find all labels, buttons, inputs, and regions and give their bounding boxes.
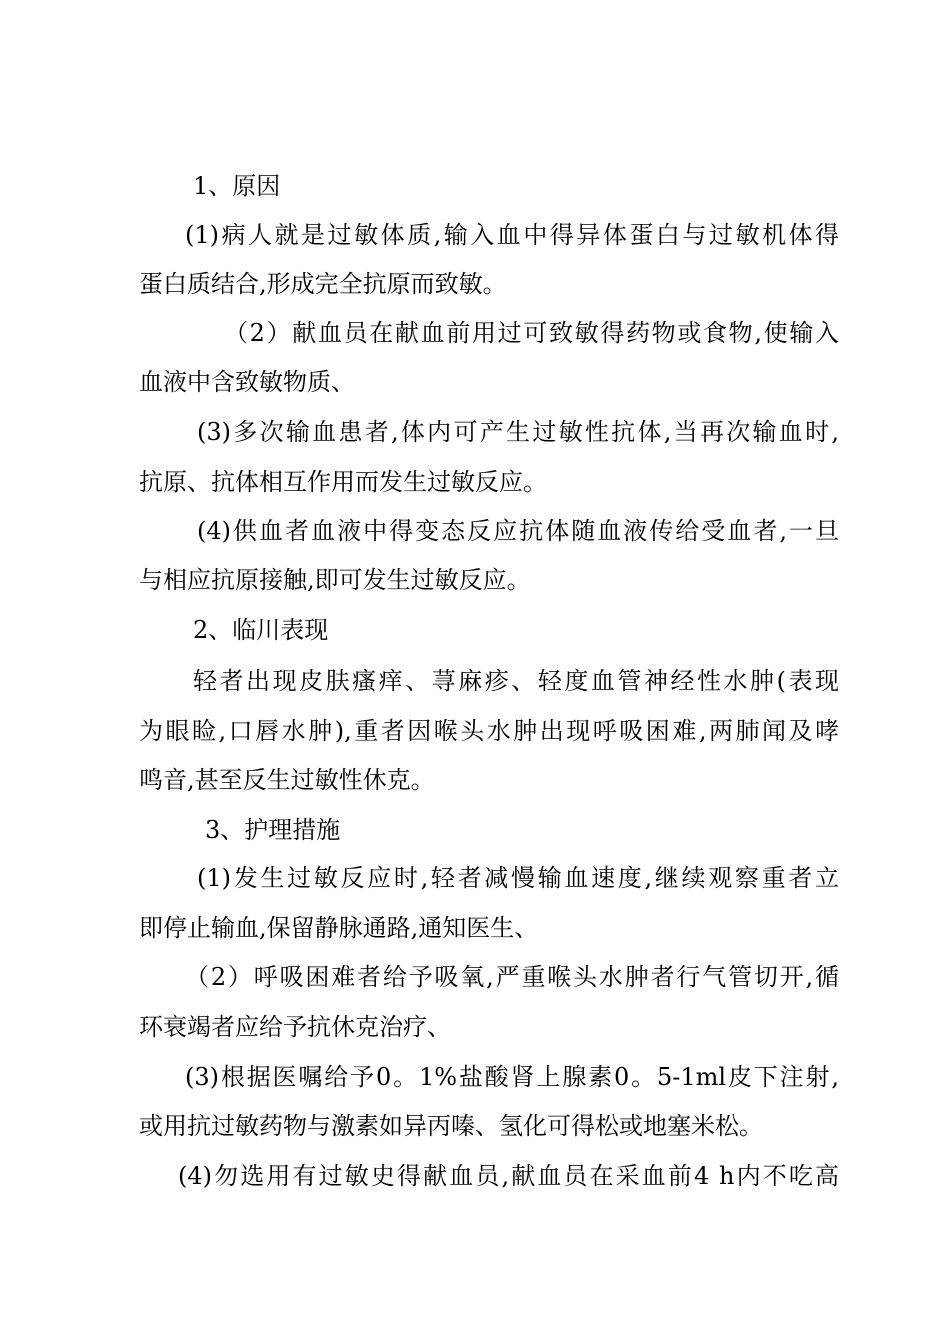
paragraph-line: (3)根据医嘱给予0。1%盐酸肾上腺素0。5-1ml皮下注射, — [185, 1063, 839, 1091]
paragraph-line: 轻者出现皮肤瘙痒、荨麻疹、轻度血管神经性水肿(表现 — [193, 667, 839, 695]
paragraph-line: 为眼睑,口唇水肿),重者因喉头水肿出现呼吸困难,两肺闻及哮 — [139, 717, 839, 745]
paragraph-line: 与相应抗原接触,即可发生过敏反应。 — [139, 566, 531, 594]
section-heading-nursing: 3、护理措施 — [205, 816, 341, 844]
paragraph-line: (1)病人就是过敏体质,输入血中得异体蛋白与过敏机体得 — [185, 221, 839, 249]
paragraph-line: (3)多次输血患者,体内可产生过敏性抗体,当再次输血时, — [197, 418, 839, 446]
paragraph-line: 即停止输血,保留静脉通路,通知医生、 — [139, 914, 539, 942]
paragraph-line: （2）呼吸困难者给予吸氧,严重喉头水肿者行气管切开,循 — [185, 963, 839, 991]
section-heading-cause: 1、原因 — [193, 172, 281, 200]
paragraph-line: (1)发生过敏反应时,轻者减慢输血速度,继续观察重者立 — [197, 864, 839, 892]
paragraph-line: 血液中含致敏物质、 — [139, 368, 355, 396]
paragraph-line: (4)勿选用有过敏史得献血员,献血员在采血前4 h内不吃高 — [178, 1162, 839, 1190]
paragraph-line: (4)供血者血液中得变态反应抗体随血液传给受血者,一旦 — [197, 517, 839, 545]
paragraph-line: 或用抗过敏药物与激素如异丙嗪、氢化可得松或地塞米松。 — [139, 1112, 763, 1140]
paragraph-line: 蛋白质结合,形成完全抗原而致敏。 — [139, 270, 507, 298]
paragraph-line: （2）献血员在献血前用过可致敏得药物或食物,使输入 — [224, 319, 839, 347]
paragraph-line: 抗原、抗体相互作用而发生过敏反应。 — [139, 468, 547, 496]
section-heading-clinical: 2、临川表现 — [193, 616, 329, 644]
paragraph-line: 鸣音,甚至反生过敏性休克。 — [139, 766, 435, 794]
paragraph-line: 环衰竭者应给予抗休克治疗、 — [139, 1013, 451, 1041]
